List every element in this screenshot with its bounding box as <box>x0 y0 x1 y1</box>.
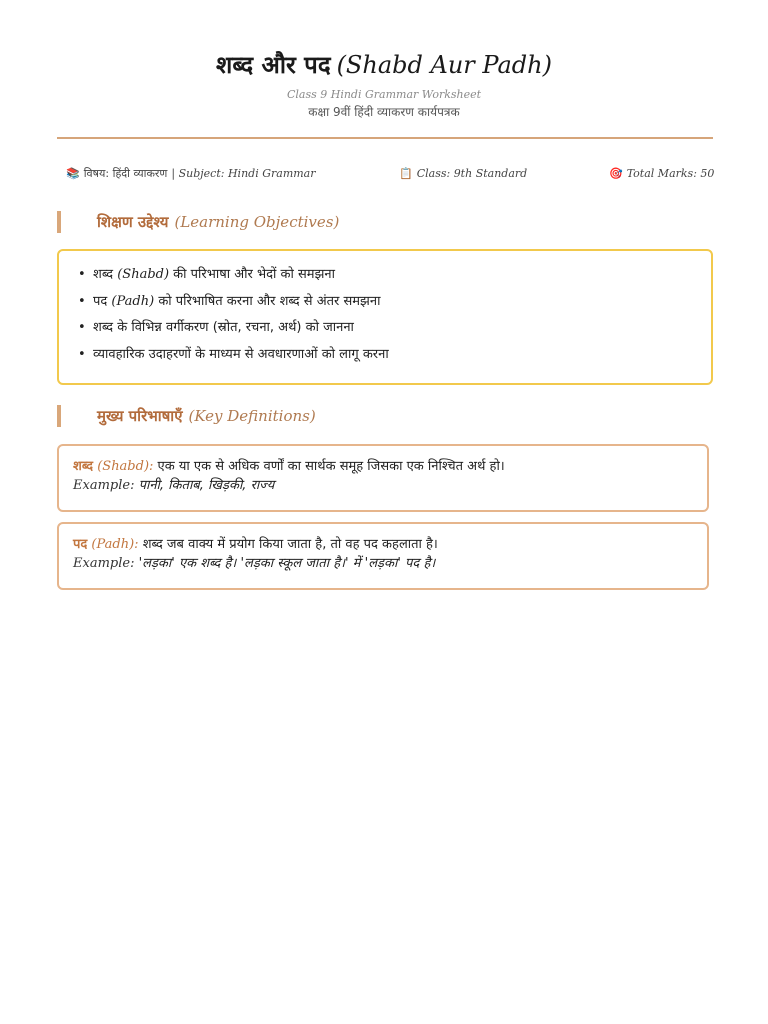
subtitle-english: Class 9 Hindi Grammar Worksheet <box>286 88 482 101</box>
heading-accent-bar <box>57 211 61 233</box>
objective-text: व्यावहारिक उदाहरणों के माध्यम से अवधारणाओं को लागू करना <box>93 346 389 362</box>
example-label: Example: <box>73 556 135 571</box>
example-text: 'लड़का' एक शब्द है। 'लड़का स्कूल जाता है।' में 'लड़का' पद है। <box>134 556 436 571</box>
definition-line <box>73 457 693 476</box>
target-icon: 🎯 <box>609 166 623 180</box>
title-hindi: शब्द और पद <box>216 51 331 79</box>
objective-text: की परिभाषा और भेदों को समझना <box>169 267 335 282</box>
objective-text: शब्द के विभिन्न वर्गीकरण (स्रोत, रचना, अर्थ) को जानना <box>93 320 354 335</box>
definition-text: एक या एक से अधिक वर्णों का सार्थक समूह जिसका एक निश्चित अर्थ हो। <box>153 459 505 474</box>
objective-english: (Shabd) <box>117 267 170 282</box>
meta-subject <box>66 165 316 181</box>
page-title <box>0 48 768 82</box>
example-line <box>73 554 693 573</box>
term-english: (Padh): <box>87 537 139 552</box>
meta-marks <box>609 165 714 181</box>
marks-text: Total Marks: 50 <box>626 166 715 180</box>
term-hindi: शब्द <box>73 459 94 474</box>
definitions-heading-hindi: मुख्य परिभाषाएँ <box>97 407 183 425</box>
subject-hindi: विषय: हिंदी व्याकरण <box>83 166 168 180</box>
list-item <box>59 315 711 342</box>
term-hindi: पद <box>73 537 88 552</box>
example-label: Example: <box>73 478 135 493</box>
definitions-heading-english: (Key Definitions) <box>188 407 316 425</box>
list-item <box>59 289 711 316</box>
subject-english: | Subject: Hindi Grammar <box>171 166 316 180</box>
example-line <box>73 476 693 495</box>
title-english: (Shabd Aur Padh) <box>336 51 552 79</box>
definitions-heading <box>57 405 316 427</box>
definition-card-shabd <box>57 444 709 512</box>
class-text: Class: 9th Standard <box>416 166 528 180</box>
example-text: पानी, किताब, खिड़की, राज्य <box>134 478 275 493</box>
clipboard-icon: 📋 <box>399 166 413 180</box>
objectives-box <box>57 249 713 385</box>
objectives-heading <box>57 211 339 233</box>
definition-line <box>73 535 693 554</box>
header-divider <box>57 137 713 139</box>
definition-text: शब्द जब वाक्य में प्रयोग किया जाता है, तो वह पद कहलाता है। <box>138 537 438 552</box>
list-item <box>59 342 711 369</box>
objective-english: (Padh) <box>111 293 155 309</box>
heading-accent-bar <box>57 405 61 427</box>
subtitle-hindi: कक्षा 9वीं हिंदी व्याकरण कार्यपत्रक <box>308 105 460 119</box>
term-english: (Shabd): <box>93 459 154 474</box>
objectives-heading-english: (Learning Objectives) <box>174 213 340 231</box>
list-item <box>59 262 711 289</box>
meta-class <box>399 165 527 181</box>
definition-card-padh <box>57 522 709 590</box>
objectives-list <box>59 251 711 368</box>
objective-text: शब्द <box>93 267 118 282</box>
objectives-heading-hindi: शिक्षण उद्देश्य <box>97 213 169 231</box>
objective-text: को परिभाषित करना और शब्द से अंतर समझना <box>154 293 381 309</box>
books-icon: 📚 <box>66 166 80 180</box>
objective-text: पद <box>93 293 112 309</box>
